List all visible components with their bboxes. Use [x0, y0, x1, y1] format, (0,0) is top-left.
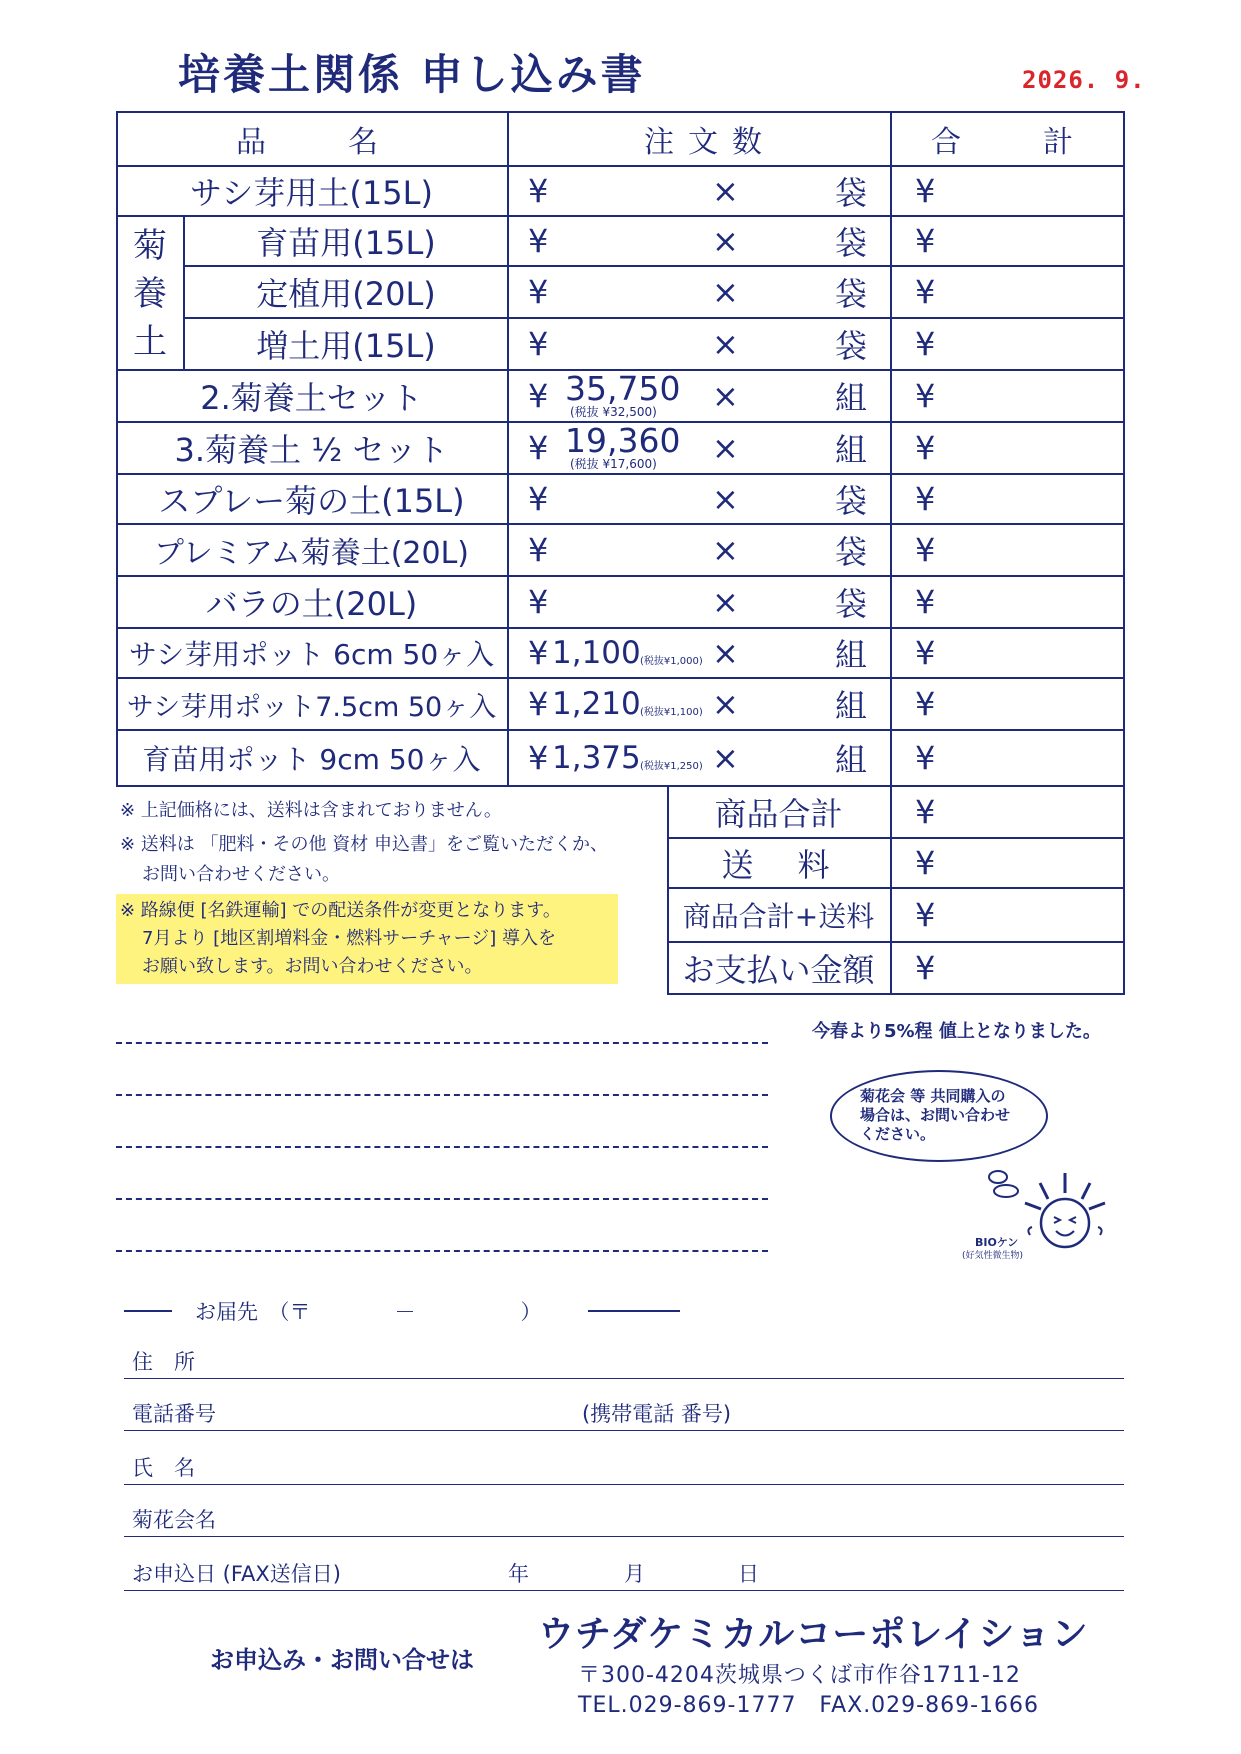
times-sign: ×	[712, 172, 739, 210]
unit-label: 組	[835, 687, 868, 725]
address-label: 住 所	[132, 1350, 195, 1374]
times-sign: ×	[712, 480, 739, 518]
price-tax-excluded: (税抜¥1,250)	[640, 760, 703, 772]
unit-label: 袋	[835, 275, 868, 313]
yen-sign: ¥	[528, 429, 549, 467]
club-field[interactable]	[124, 1536, 1124, 1537]
row-name-ikubyo: 育苗用(15L)	[256, 224, 436, 262]
row-name-pot-9cm: 育苗用ポット 9cm 50ヶ入	[142, 743, 481, 776]
notice-line-3: お願い致します。お問い合わせください。	[142, 956, 483, 977]
unit-label: 袋	[835, 327, 868, 365]
unit-label: 袋	[835, 174, 868, 212]
subtotal-yen: ¥	[915, 793, 936, 831]
year-label: 年	[508, 1562, 529, 1586]
unit-label: 組	[835, 741, 868, 779]
total-yen-sign: ¥	[915, 377, 936, 415]
times-sign: ×	[712, 685, 739, 723]
comment-line[interactable]	[116, 1146, 768, 1148]
total-yen-sign: ¥	[915, 583, 936, 621]
address-field[interactable]	[124, 1378, 1124, 1379]
total-yen-sign: ¥	[915, 531, 936, 569]
notice-line-2: 7月より [地区割増料金・燃料サーチャージ] 導入を	[142, 928, 557, 949]
total-yen-sign: ¥	[915, 273, 936, 311]
header-item-name: 品 名	[236, 125, 404, 160]
row-name-pot-6cm: サシ芽用ポット 6cm 50ヶ入	[128, 638, 495, 671]
total-yen-sign: ¥	[915, 325, 936, 363]
note-shipping-excluded: ※ 上記価格には、送料は含まれておりません。	[120, 800, 502, 821]
total-yen-sign: ¥	[915, 429, 936, 467]
price-value: 1,375	[552, 740, 641, 776]
total-yen-sign: ¥	[915, 739, 936, 777]
unit-label: 袋	[835, 533, 868, 571]
yen-sign: ¥	[528, 222, 549, 260]
comment-line[interactable]	[116, 1042, 768, 1044]
total-yen-sign: ¥	[915, 480, 936, 518]
price-tax-excluded: (税抜¥1,100)	[640, 706, 703, 718]
subtotal-plus-shipping-yen: ¥	[915, 896, 936, 934]
total-yen-sign: ¥	[915, 172, 936, 210]
row-name-spray-kiku: スプレー菊の土(15L)	[158, 482, 465, 520]
name-label: 氏 名	[132, 1456, 195, 1480]
mascot-name: BIOケン	[975, 1236, 1019, 1249]
yen-sign: ¥	[528, 583, 549, 621]
yen-sign: ¥	[528, 325, 549, 363]
phone-label: 電話番号	[132, 1402, 216, 1426]
times-sign: ×	[712, 377, 739, 415]
price-value: 19,360	[565, 420, 681, 460]
company-tel-fax: TEL.029-869-1777 FAX.029-869-1666	[578, 1693, 1040, 1718]
yen-sign: ¥	[528, 273, 549, 311]
club-label: 菊花会名	[132, 1508, 216, 1532]
contact-label: お申込み・お問い合せは	[210, 1645, 474, 1674]
times-sign: ×	[712, 583, 739, 621]
row-name-pot-7-5cm: サシ芽用ポット7.5cm 50ヶ入	[126, 691, 497, 723]
unit-label: 組	[835, 379, 868, 417]
subtotal-label: 商品合計	[714, 795, 843, 833]
notice-line-1: ※ 路線便 [名鉄運輸] での配送条件が変更となります。	[120, 900, 561, 921]
row-name-teishoku: 定植用(20L)	[256, 275, 436, 313]
mobile-label: (携帯電話 番号)	[582, 1402, 732, 1426]
note-shipping-ref: ※ 送料は 「肥料・その他 資材 申込書」をご覧いただくか、	[120, 834, 608, 855]
yen-sign: ¥	[528, 739, 549, 777]
total-yen-sign: ¥	[915, 634, 936, 672]
unit-label: 袋	[835, 482, 868, 520]
times-sign: ×	[712, 634, 739, 672]
subtotal-plus-shipping-label: 商品合計+送料	[682, 900, 875, 933]
kiku-group-label: 菊 養 土	[133, 226, 167, 362]
total-yen-sign: ¥	[915, 685, 936, 723]
times-sign: ×	[712, 325, 739, 363]
note-shipping-ref-cont: お問い合わせください。	[142, 864, 340, 885]
payment-amount-label: お支払い金額	[682, 951, 875, 989]
unit-label: 袋	[835, 224, 868, 262]
times-sign: ×	[712, 739, 739, 777]
shipping-label: 送 料	[721, 846, 836, 884]
comment-line[interactable]	[116, 1094, 768, 1096]
price-value: 35,750	[565, 368, 681, 408]
unit-label: 組	[835, 636, 868, 674]
row-name-premium: プレミアム菊養土(20L)	[154, 536, 469, 571]
yen-sign: ¥	[528, 531, 549, 569]
delivery-heading: お届先 （〒 － ）	[195, 1300, 542, 1324]
yen-sign: ¥	[528, 480, 549, 518]
issue-date: 2026. 9.	[1022, 66, 1146, 94]
mascot-subtitle: (好気性微生物)	[962, 1251, 1024, 1261]
header-order-qty: 注文数	[644, 125, 776, 160]
times-sign: ×	[712, 531, 739, 569]
price-value: 1,100	[552, 635, 641, 671]
total-yen-sign: ¥	[915, 222, 936, 260]
apply-date-label: お申込日 (FAX送信日)	[132, 1562, 341, 1586]
company-address: 〒300-4204茨城県つくば市作谷1711-12	[578, 1663, 1021, 1688]
row-name-rose-soil: バラの土(20L)	[205, 585, 418, 623]
row-name-sashime-soil: サシ芽用土(15L)	[190, 174, 433, 212]
bubble-line-1: 菊花会 等 共同購入の	[860, 1087, 1006, 1105]
times-sign: ×	[712, 222, 739, 260]
month-label: 月	[624, 1562, 645, 1586]
shipping-yen: ¥	[915, 844, 936, 882]
payment-yen: ¥	[915, 949, 936, 987]
yen-sign: ¥	[528, 172, 549, 210]
unit-label: 組	[835, 431, 868, 469]
comment-line[interactable]	[116, 1198, 768, 1200]
yen-sign: ¥	[528, 377, 549, 415]
yen-sign: ¥	[528, 685, 549, 723]
price-tax-excluded: (税抜¥1,000)	[640, 655, 703, 667]
price-value: 1,210	[552, 686, 641, 722]
apply-date-field[interactable]	[124, 1590, 1124, 1591]
unit-label: 袋	[835, 585, 868, 623]
bubble-line-3: ください。	[860, 1125, 936, 1143]
row-name-kiku-set: 2.菊養土セット	[200, 379, 423, 417]
bubble-line-2: 場合は、お問い合わせ	[860, 1106, 1011, 1124]
name-field[interactable]	[124, 1484, 1124, 1485]
page-title: 培養土関係 申し込み書	[178, 50, 646, 99]
day-label: 日	[738, 1562, 759, 1586]
header-total: 合 計	[931, 125, 1099, 160]
price-tax-excluded: (税抜 ¥17,600)	[570, 456, 657, 471]
row-name-zoudo: 増土用(15L)	[256, 327, 436, 365]
row-name-kiku-half-set: 3.菊養土 ½ セット	[174, 431, 449, 469]
comment-line[interactable]	[116, 1250, 768, 1252]
price-increase-note: 今春より5%程 値上となりました。	[812, 1021, 1101, 1042]
times-sign: ×	[712, 273, 739, 311]
yen-sign: ¥	[528, 634, 549, 672]
phone-field[interactable]	[124, 1430, 1124, 1431]
company-name: ウチダケミカルコーポレイション	[538, 1614, 1089, 1655]
price-tax-excluded: (税抜 ¥32,500)	[570, 404, 657, 419]
times-sign: ×	[712, 429, 739, 467]
